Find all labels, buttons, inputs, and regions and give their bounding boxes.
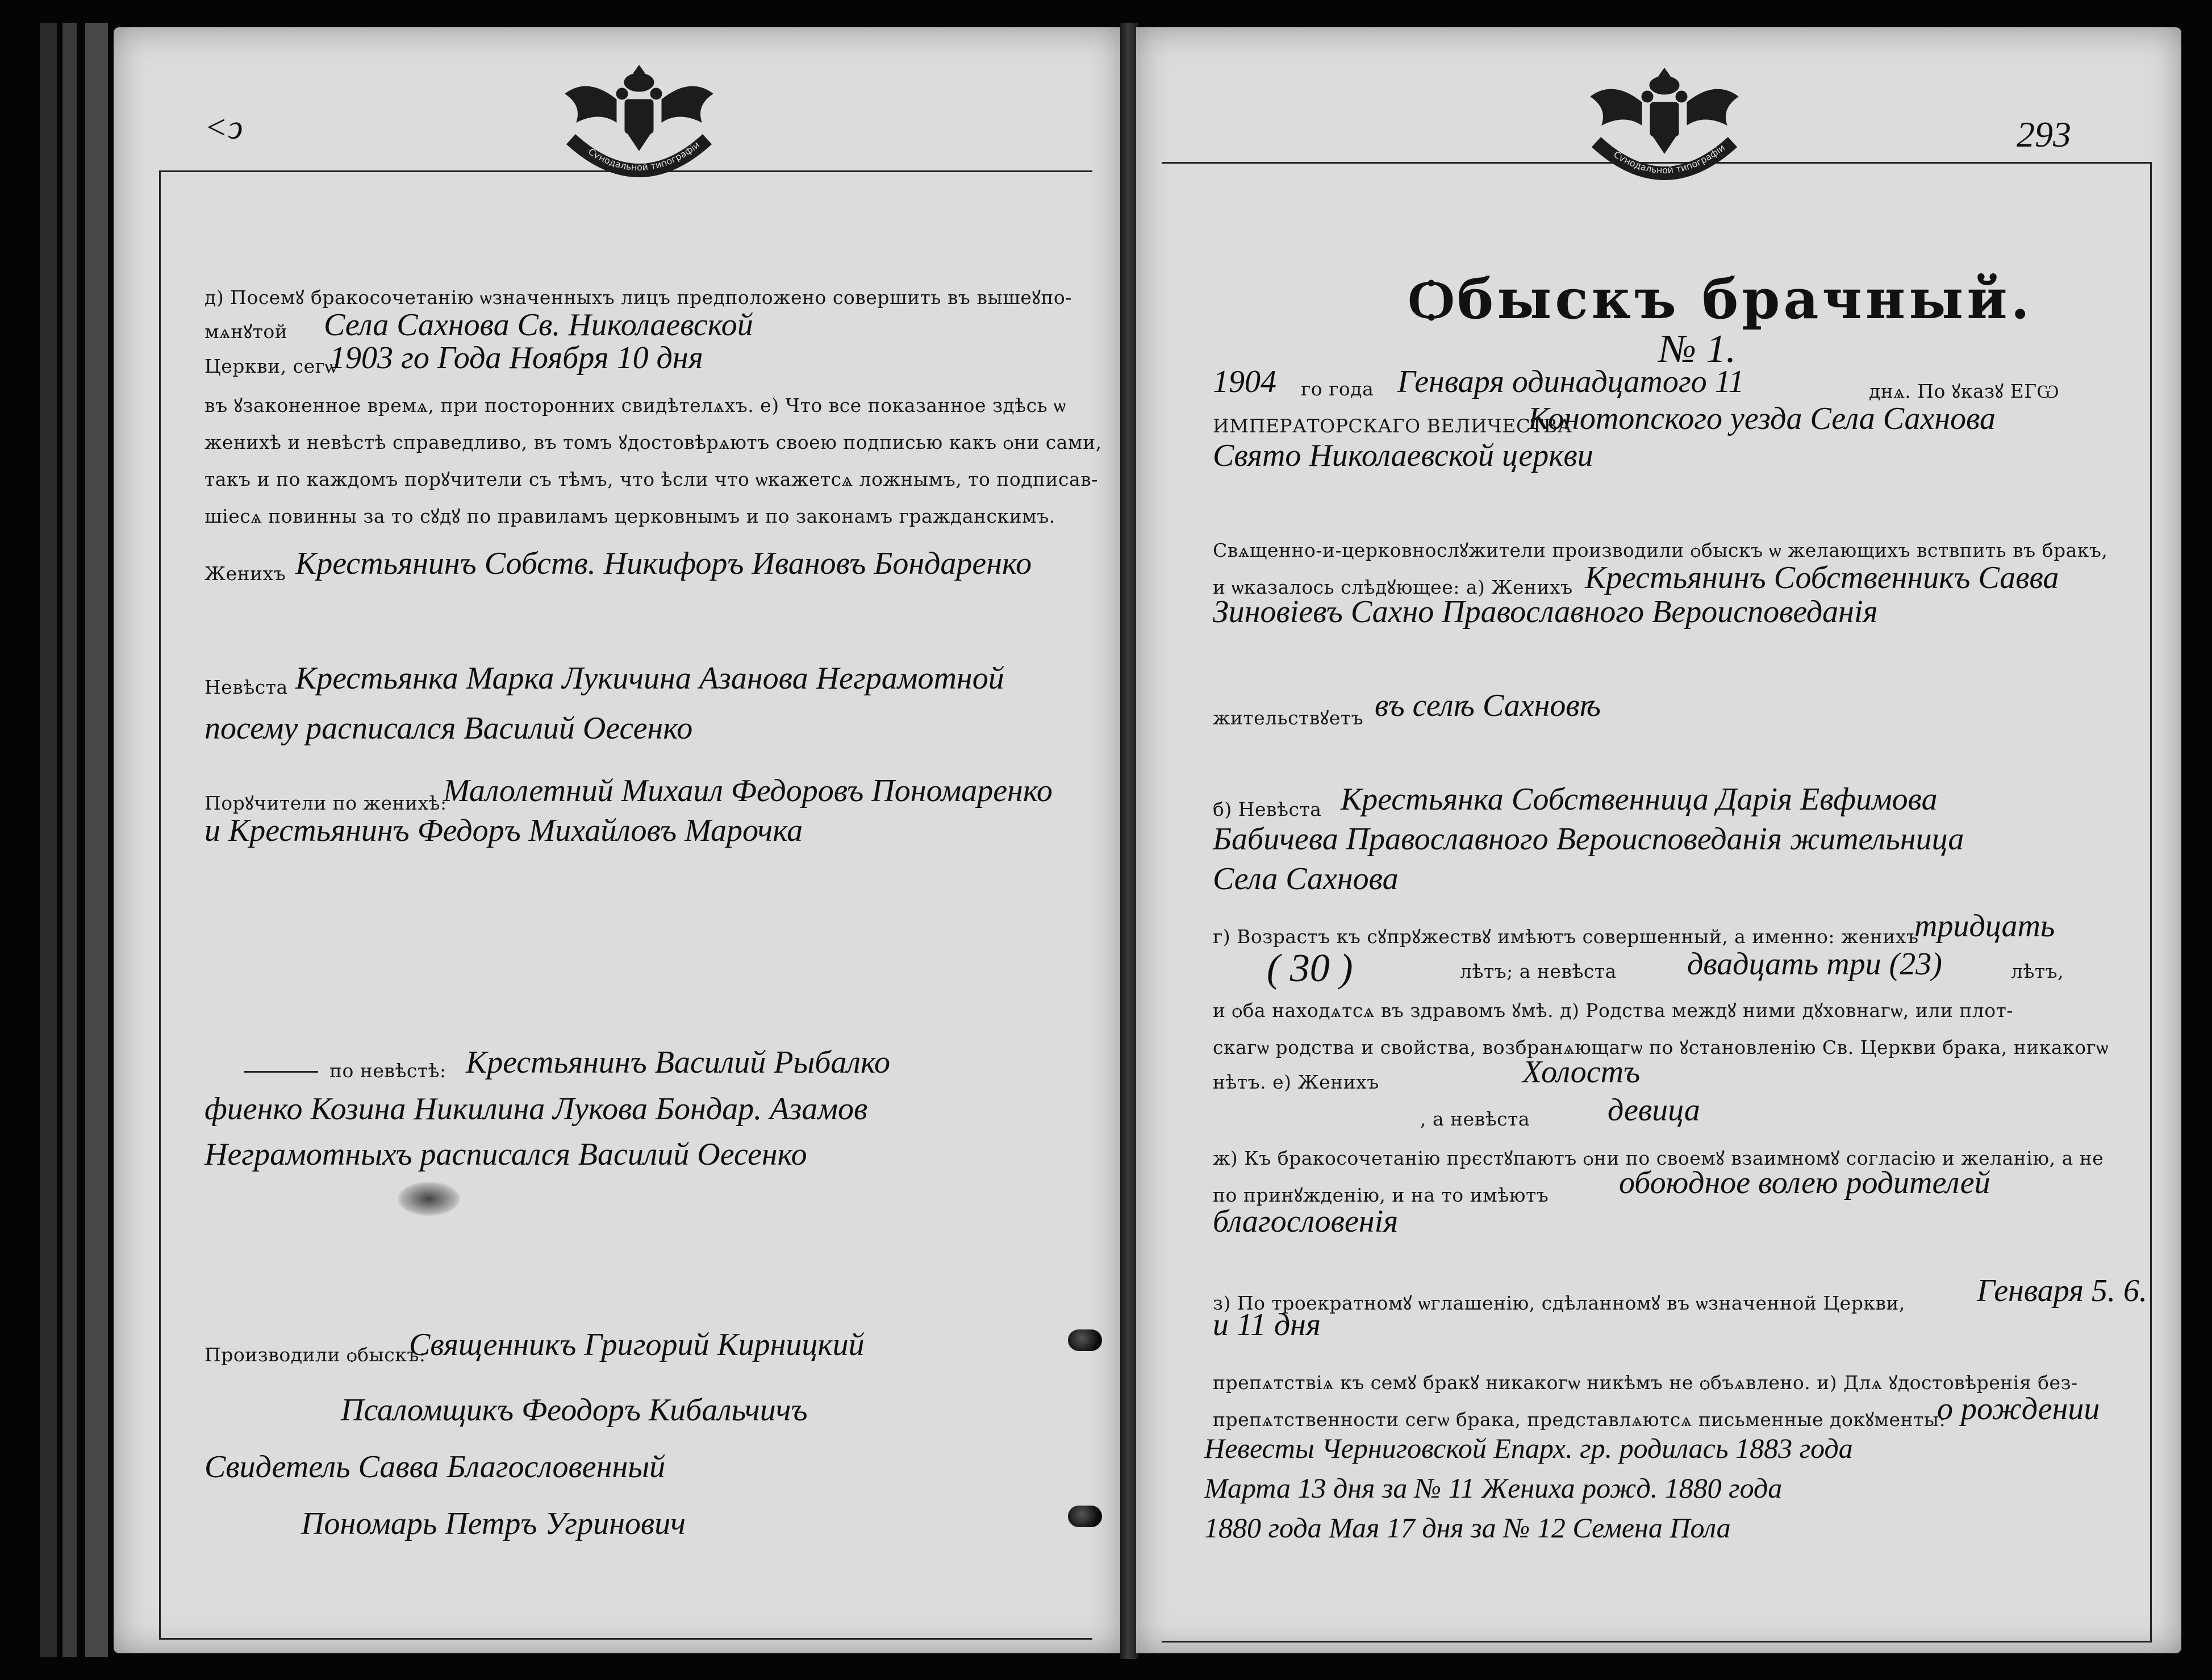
r-line6-hand: Зиновіевъ Сахно Православного Вероисповеданія xyxy=(1213,594,1878,630)
r-line12-age-bride: двадцать три (23) xyxy=(1687,947,1942,982)
guarantor-dash xyxy=(244,1071,318,1073)
r-line3-hand: Свято Николаевской церкви xyxy=(1213,438,1593,473)
r-line15-hand: Холостъ xyxy=(1522,1054,1641,1090)
bride-label: Невѣста xyxy=(204,676,288,698)
r-line17: ж) Къ бракосочетанію прєстꙋпаютъ ѻни по своемꙋ взаимномꙋ согласію и желанію, а не xyxy=(1213,1147,2104,1169)
r-line1-label-a: го года xyxy=(1301,378,1374,400)
para-d-line6: такъ и по каждомъ порꙋчители съ тѣмъ, что ѣсли что ѡкажетсѧ ложнымъ, то подписав- xyxy=(204,468,1098,490)
book-edge xyxy=(40,23,57,1657)
r-line4: Свѧщенно-и-церковнослꙋжители производили ѻбыскъ ѡ желающихъ вствпить въ бракъ, xyxy=(1213,539,2108,561)
r-line7-label: жительствꙋетъ xyxy=(1213,707,1364,729)
imperial-eagle-seal xyxy=(554,54,724,202)
r-line18-label: по принꙋжденію, и на то имѣютъ xyxy=(1213,1184,1549,1206)
para-d-line2-hand: Села Сахнова Св. Николаевской xyxy=(324,307,753,343)
document-title: Ѻбыскъ брачный. xyxy=(1409,267,2033,331)
r-line14: скагѡ родства и свойства, возбранѧющагѡ по ꙋстановленію Св. Церкви брака, никакогѡ xyxy=(1213,1036,2109,1058)
r-line8-hand: Крестьянка Собственница Дарія Евфимова xyxy=(1341,782,1938,817)
r-line5-label: и ѡказалось слѣдꙋющее: а) Женихъ xyxy=(1213,576,1573,598)
bride-guarantors-3: Неграмотныхъ расписался Василий Оесенко xyxy=(204,1137,807,1172)
bride-guarantors-2: фиенко Козина Никилина Лукова Бондар. Азамов xyxy=(204,1091,868,1127)
r-line18-hand: обоюдное волею родителей xyxy=(1619,1165,1990,1200)
para-d-line5: женихѣ и невѣстѣ справедливо, въ томъ ꙋдостовѣрѧютъ своею подписью какъ ѻни сами, xyxy=(204,431,1102,453)
seal-text: Сѵнодальной типографіи xyxy=(1612,142,1727,176)
r-line16-label: , а невѣста xyxy=(1420,1108,1530,1130)
r-line8-label: б) Невѣста xyxy=(1213,798,1322,820)
r-line12-label-b: лѣтъ, xyxy=(2011,960,2064,982)
performed-signature-1: Священникъ Григорий Кирницкий xyxy=(409,1327,865,1362)
performed-signature-4: Пономарь Петръ Угринович xyxy=(301,1506,686,1541)
groom-label: Женихъ xyxy=(204,562,286,585)
r-line1-label-b: днѧ. По ꙋказꙋ ЕГѠ xyxy=(1869,380,2059,402)
groom-guarantors-2: и Крестьянинъ Федоръ Михайловъ Марочка xyxy=(204,813,803,848)
r-line11-label: г) Возрастъ къ сꙋпрꙋжествꙋ имѣютъ совершенный, а именно: женихъ xyxy=(1213,926,1919,948)
binding-ring xyxy=(1068,1506,1102,1527)
r-line24-hand: Невесты Черниговской Епарх. гр. родилась 1883 года xyxy=(1204,1432,1853,1464)
performed-label: Производили ѻбыскъ: xyxy=(204,1344,426,1366)
ink-stain xyxy=(398,1182,460,1216)
groom-entry: Крестьянинъ Собств. Никифоръ Ивановъ Бондаренко xyxy=(295,546,1032,581)
para-d-line4: въ ꙋзаконенное времѧ, при посторонних свидѣтелѧхъ. е) Что все показанное здѣсь ѡ xyxy=(204,394,1066,416)
r-line7-hand: въ селѣ Сахновѣ xyxy=(1375,688,1601,723)
r-line13: и ѻба находѧтсѧ въ здравомъ ꙋмѣ. д) Родства междꙋ ними дꙋховнагѡ, или плот- xyxy=(1213,999,2014,1022)
r-line20-label: з) По троекратномꙋ ѡглашенію, сдѣланномꙋ въ ѡзначенной Церкви, xyxy=(1213,1292,1906,1314)
r-line19-hand: благословенія xyxy=(1213,1204,1399,1239)
r-line12-age-groom: ( 30 ) xyxy=(1267,947,1353,990)
book-edge xyxy=(85,23,108,1657)
r-line9-hand: Бабичева Православного Вероисповеданія жительница xyxy=(1213,822,1964,857)
r-line22: препѧтствіѧ къ семꙋ бракꙋ никакогѡ никѣмъ не ѻбъѧвлено. и) Длѧ ꙋдостовѣренія без- xyxy=(1213,1371,2078,1394)
r-line5-hand: Крестьянинъ Собственникъ Савва xyxy=(1585,560,2059,595)
para-d-line2-label: мѧнꙋтой xyxy=(204,320,288,343)
r-line21-hand: и 11 дня xyxy=(1213,1307,1321,1343)
r-line2-label: ИМПЕРАТОРСКАГО ВЕЛИЧЕСТВА xyxy=(1213,415,1572,437)
r-line12-label: лѣтъ; а невѣста xyxy=(1460,960,1617,982)
bride-guarantors-label: по невѣстѣ: xyxy=(329,1060,446,1082)
r-line1-year: 1904 xyxy=(1213,364,1276,399)
page-number: 293 xyxy=(2017,114,2071,155)
r-line2-hand: Конотопского уезда Села Сахнова xyxy=(1528,401,1996,436)
groom-guarantors-1: Малолетний Михаил Федоровъ Пономаренко xyxy=(443,773,1053,808)
binding-ring xyxy=(1068,1329,1102,1351)
book-edge xyxy=(62,23,77,1657)
bride-guarantors-1: Крестьянинъ Василий Рыбалко xyxy=(466,1045,891,1080)
corner-mark: <ↄ xyxy=(204,109,243,146)
groom-guarantors-label: Порꙋчители по женихѣ: xyxy=(204,792,447,814)
para-d-line1: д) Посемꙋ бракосочетанію ѡзначенныхъ лицъ предположено совершить въ вышеꙋпо- xyxy=(204,286,1072,309)
r-line26-hand: 1880 года Мая 17 дня за № 12 Семена Пола xyxy=(1204,1512,1731,1544)
r-line23-hand: о рождении xyxy=(1937,1391,2100,1427)
bride-entry-1: Крестьянка Марка Лукичина Азанова Неграмотной xyxy=(295,661,1004,696)
para-d-line7: шіесѧ повинны за то сꙋдꙋ по правиламъ церковнымъ и по законамъ гражданскимъ. xyxy=(204,505,1055,527)
performed-signature-2: Псаломщикъ Феодоръ Кибальчичъ xyxy=(341,1393,808,1428)
r-line10-hand: Села Сахнова xyxy=(1213,861,1399,897)
imperial-eagle-seal xyxy=(1579,57,1750,205)
r-line20-hand: Генваря 5. 6. xyxy=(1977,1273,2148,1308)
para-d-line3-label: Церкви, сегѡ xyxy=(204,355,337,377)
record-number: № 1. xyxy=(1659,327,1737,371)
r-line25-hand: Марта 13 дня за № 11 Жениха рожд. 1880 года xyxy=(1204,1472,1783,1504)
seal-text: Сѵнодальной типографіи xyxy=(586,139,702,173)
r-line15-label: нѣтъ. е) Женихъ xyxy=(1213,1071,1379,1093)
bride-entry-2: посему расписался Василий Оесенко xyxy=(204,711,693,746)
para-d-line3-hand: 1903 го Года Ноября 10 дня xyxy=(329,340,703,376)
r-line1-date: Генваря одинадцатого 11 xyxy=(1397,364,1744,399)
r-line16-hand: девица xyxy=(1608,1093,1700,1128)
r-line23-label: препѧтственности сегѡ брака, представлѧютсѧ письменные докꙋменты: xyxy=(1213,1408,1946,1431)
performed-signature-3: Свидетель Савва Благословенный xyxy=(204,1449,666,1485)
r-line11-hand: тридцать xyxy=(1914,908,2055,944)
